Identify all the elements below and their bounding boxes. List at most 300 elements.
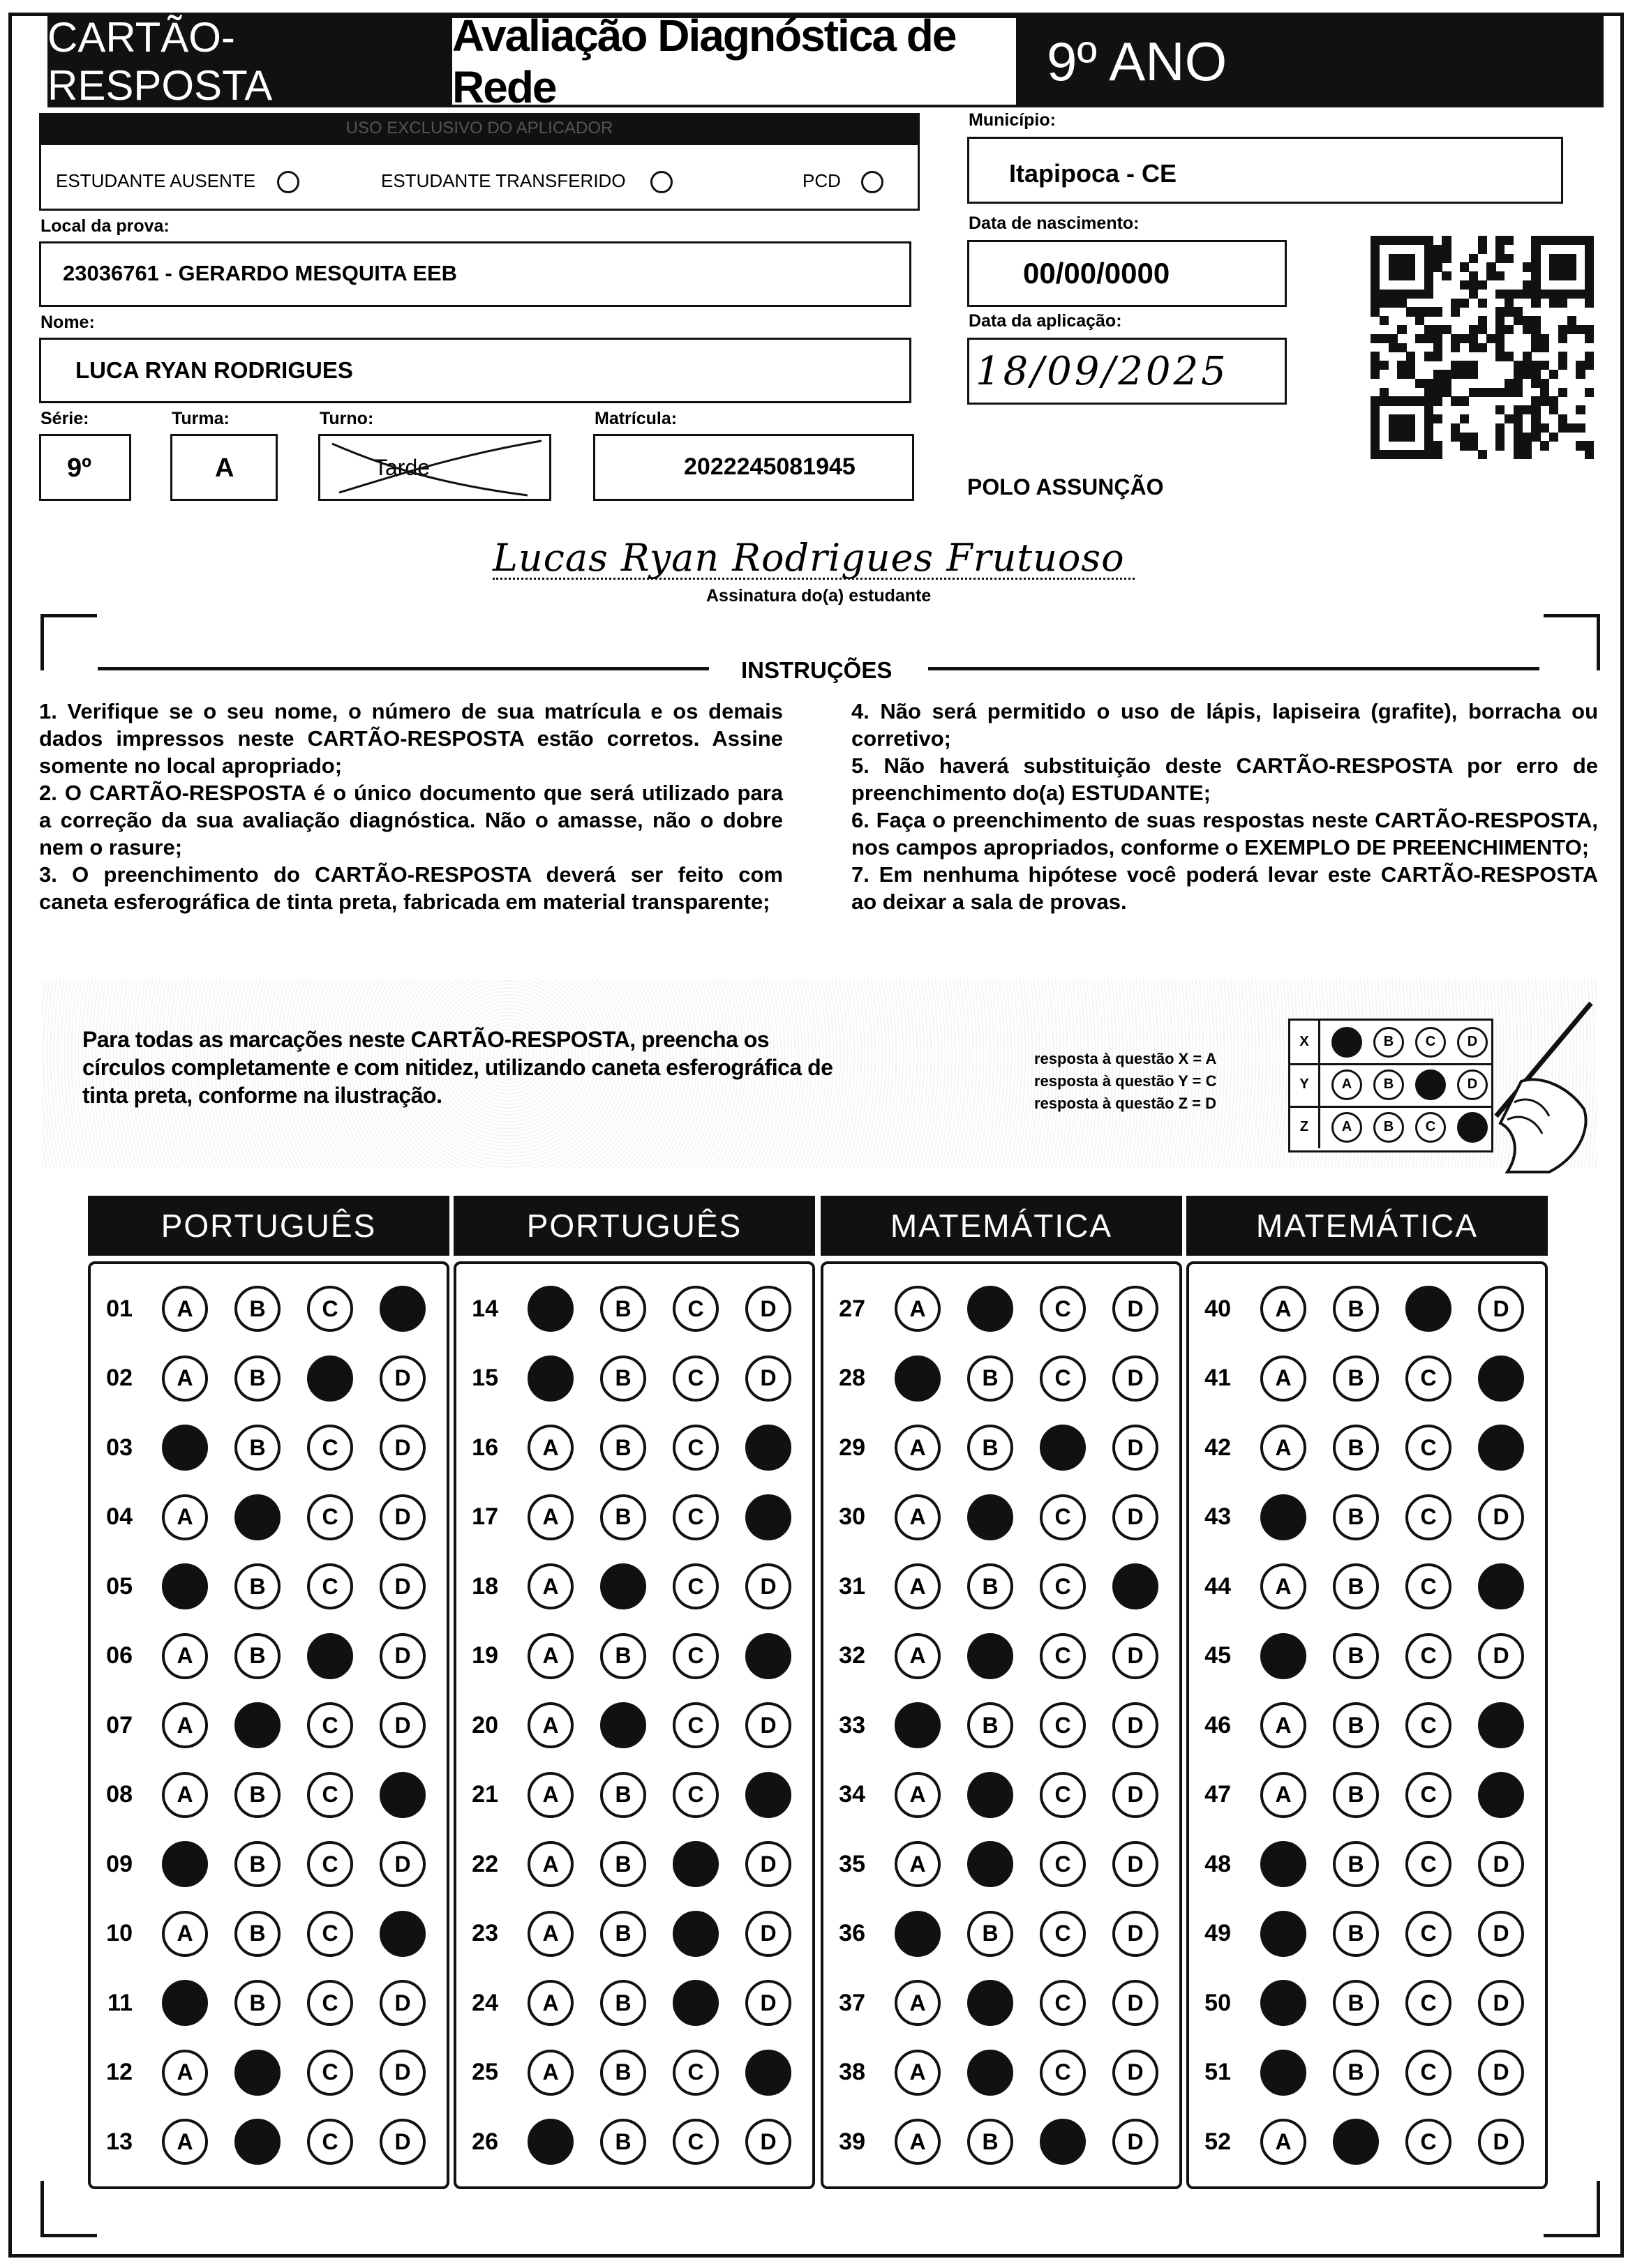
answer-bubble-a[interactable]: A [528, 2050, 574, 2096]
corner-top-left [40, 614, 97, 670]
answer-bubble-a[interactable]: A [162, 1286, 208, 1332]
qr-module [1389, 290, 1398, 299]
answer-bubble-c[interactable]: C [1040, 1911, 1086, 1957]
answer-bubble-a[interactable]: A [162, 2050, 208, 2096]
answer-bubble-a[interactable]: A [162, 1494, 208, 1540]
answer-bubble-d[interactable]: D [1112, 1286, 1158, 1332]
answer-bubble-c[interactable]: C [1040, 1772, 1086, 1818]
qr-module [1567, 254, 1576, 263]
answer-bubble-c[interactable]: C [1040, 1563, 1086, 1609]
answer-bubble-b[interactable]: B [1333, 1355, 1379, 1402]
question-row [91, 2045, 426, 2101]
qr-module [1523, 316, 1532, 325]
answer-bubble-a[interactable]: A [162, 1702, 208, 1748]
answer-bubble-b[interactable]: B [1333, 1702, 1379, 1748]
answer-bubble-d[interactable]: D [380, 2050, 426, 2096]
answer-bubble-b[interactable]: B [600, 2050, 646, 2096]
answer-bubble-d[interactable] [745, 1772, 791, 1818]
qr-module [1531, 361, 1540, 370]
answer-bubble-a[interactable]: A [1260, 2119, 1306, 2165]
qr-module [1442, 325, 1451, 334]
pcd-checkbox[interactable] [861, 171, 883, 193]
question-row [1189, 1906, 1524, 1962]
answer-bubble-a[interactable] [1260, 1494, 1306, 1540]
qr-module [1478, 450, 1487, 459]
answer-bubble-a[interactable]: A [528, 1494, 574, 1540]
answer-bubble-c[interactable]: C [1040, 1494, 1086, 1540]
answer-bubble-d[interactable]: D [1478, 1980, 1524, 2026]
answer-bubble-b[interactable]: B [967, 1911, 1013, 1957]
answer-bubble-a[interactable] [162, 1563, 208, 1609]
answer-bubble-d[interactable] [745, 1633, 791, 1679]
answer-bubble-c[interactable]: C [1040, 1702, 1086, 1748]
answer-bubble-b[interactable] [234, 2050, 281, 2096]
answer-bubble-d[interactable]: D [380, 1633, 426, 1679]
answer-bubble-b[interactable]: B [234, 1980, 281, 2026]
answer-bubble-b[interactable]: B [1333, 1841, 1379, 1887]
answer-bubble-d[interactable]: D [745, 2119, 791, 2165]
answer-bubble-d[interactable]: D [1112, 1772, 1158, 1818]
qr-module [1397, 299, 1406, 308]
answer-bubble-c[interactable]: C [1405, 1425, 1451, 1471]
answer-bubble-b[interactable]: B [967, 1702, 1013, 1748]
qr-module [1478, 236, 1487, 245]
question-row [91, 1906, 426, 1962]
example-legend [1034, 1048, 1216, 1115]
answer-bubble-b[interactable]: B [600, 2119, 646, 2165]
answer-bubble-d[interactable]: D [1478, 1911, 1524, 1957]
answer-bubble-c[interactable]: C [307, 1563, 353, 1609]
answer-bubble-a[interactable]: A [528, 1563, 574, 1609]
answer-bubble-c[interactable] [1040, 1425, 1086, 1471]
estudante-transferido-checkbox[interactable] [650, 171, 673, 193]
qr-module [1397, 271, 1406, 280]
answer-bubble-c[interactable]: C [307, 1911, 353, 1957]
qr-module [1424, 254, 1433, 263]
turma-value: A [215, 453, 234, 483]
answer-bubble-a[interactable]: A [895, 1841, 941, 1887]
qr-module [1433, 245, 1442, 254]
answer-bubble-d[interactable]: D [380, 1702, 426, 1748]
answer-bubble-b[interactable]: B [967, 1563, 1013, 1609]
answer-bubble-b[interactable] [967, 1286, 1013, 1332]
answer-bubble-b[interactable]: B [600, 1286, 646, 1332]
answer-bubble-c[interactable]: C [307, 1286, 353, 1332]
qr-module [1460, 299, 1469, 308]
answer-bubble-d[interactable]: D [1478, 2050, 1524, 2096]
answer-bubble-b[interactable] [967, 1494, 1013, 1540]
answer-bubble-b[interactable]: B [600, 1633, 646, 1679]
question-row [91, 1281, 426, 1337]
answer-bubble-b[interactable]: B [1333, 1772, 1379, 1818]
answer-bubble-b[interactable]: B [234, 1425, 281, 1471]
answer-bubble-c[interactable]: C [673, 1286, 719, 1332]
qr-module [1469, 343, 1478, 352]
qr-module [1549, 290, 1558, 299]
answer-bubble-b[interactable]: B [234, 1563, 281, 1609]
qr-module [1585, 441, 1594, 450]
answer-bubble-c[interactable]: C [307, 1494, 353, 1540]
answer-bubble-a[interactable]: A [162, 1772, 208, 1818]
answer-bubble-a[interactable] [162, 1425, 208, 1471]
answer-bubble-b[interactable] [967, 1772, 1013, 1818]
answer-bubble-c[interactable]: C [1405, 1702, 1451, 1748]
answer-bubble-c[interactable]: C [673, 1425, 719, 1471]
answer-bubble-c[interactable]: C [673, 1355, 719, 1402]
estudante-ausente-option[interactable] [56, 170, 299, 193]
answer-bubble-b[interactable]: B [600, 1772, 646, 1818]
answer-bubble-d[interactable] [380, 1286, 426, 1332]
answer-bubble-b[interactable]: B [234, 1355, 281, 1402]
question-row [823, 2045, 1158, 2101]
qr-module [1415, 450, 1424, 459]
answer-bubble-c[interactable]: C [1405, 2050, 1451, 2096]
qr-module [1478, 388, 1487, 397]
answer-bubble-b[interactable]: B [600, 1494, 646, 1540]
qr-module [1469, 290, 1478, 299]
answer-bubble-a[interactable]: A [162, 1355, 208, 1402]
answer-bubble-d[interactable]: D [380, 1425, 426, 1471]
answer-bubble-c[interactable]: C [1405, 1494, 1451, 1540]
question-row [823, 1420, 1158, 1475]
local-label: Local da prova: [40, 216, 170, 236]
question-row [456, 1697, 791, 1753]
answer-bubble-d[interactable]: D [380, 1563, 426, 1609]
qr-module [1371, 334, 1380, 343]
instructions-rule-left [98, 667, 709, 670]
example-row-label: X [1290, 1021, 1320, 1063]
answer-bubble-b[interactable]: B [1333, 1563, 1379, 1609]
qr-module [1585, 450, 1594, 459]
qr-module [1558, 254, 1567, 263]
answer-bubble-d[interactable]: D [745, 1702, 791, 1748]
answer-bubble-d[interactable]: D [745, 1286, 791, 1332]
section-title: PORTUGUÊS [454, 1196, 815, 1256]
answer-bubble-a[interactable]: A [895, 1772, 941, 1818]
answer-bubble-d[interactable] [1112, 1563, 1158, 1609]
question-row [1189, 1281, 1524, 1337]
answer-bubble-d[interactable]: D [745, 1841, 791, 1887]
qr-module [1531, 271, 1540, 280]
qr-module [1495, 433, 1505, 442]
answer-bubble-d[interactable]: D [380, 1355, 426, 1402]
answer-bubble-c[interactable]: C [1405, 1563, 1451, 1609]
answer-bubble-a[interactable]: A [1260, 1286, 1306, 1332]
answer-bubble-d[interactable]: D [745, 1911, 791, 1957]
answer-bubble-d[interactable]: D [1112, 1841, 1158, 1887]
answer-bubble-c[interactable] [673, 1841, 719, 1887]
question-row [823, 1697, 1158, 1753]
answer-bubble-b[interactable]: B [1333, 1633, 1379, 1679]
answer-bubble-d[interactable]: D [380, 1980, 426, 2026]
question-number: 06 [106, 1642, 133, 1669]
answer-bubble-b[interactable] [600, 1702, 646, 1748]
question-number: 13 [106, 2128, 133, 2155]
answer-bubble-d[interactable]: D [745, 1355, 791, 1402]
answer-bubble-d[interactable] [1478, 1772, 1524, 1818]
pcd-option[interactable] [802, 170, 883, 193]
qr-module [1380, 236, 1389, 245]
qr-code-icon [1371, 236, 1594, 459]
answer-bubble-d[interactable]: D [1112, 1355, 1158, 1402]
answer-bubble-b[interactable]: B [967, 2119, 1013, 2165]
qr-module [1540, 388, 1549, 397]
answer-bubble-c[interactable]: C [1405, 1980, 1451, 2026]
answer-bubble-a[interactable] [1260, 1841, 1306, 1887]
answer-bubble-d[interactable]: D [380, 1841, 426, 1887]
answer-bubble-a[interactable]: A [895, 1563, 941, 1609]
answer-bubble-b[interactable]: B [967, 1425, 1013, 1471]
answer-bubble-c[interactable] [673, 1980, 719, 2026]
answer-bubble-c[interactable]: C [1405, 1841, 1451, 1887]
answer-bubble-b[interactable]: B [600, 1841, 646, 1887]
answer-bubble-d[interactable]: D [1112, 1425, 1158, 1471]
answer-bubble-a[interactable]: A [162, 2119, 208, 2165]
qr-module [1424, 396, 1433, 405]
answer-bubble-b[interactable]: B [1333, 1494, 1379, 1540]
answer-bubble-d[interactable]: D [745, 1980, 791, 2026]
answer-bubble-a[interactable]: A [528, 1772, 574, 1818]
answer-bubble-d[interactable] [380, 1911, 426, 1957]
answer-bubble-c[interactable]: C [673, 2050, 719, 2096]
answer-bubble-a[interactable]: A [528, 1425, 574, 1471]
answer-bubble-c[interactable]: C [1040, 1286, 1086, 1332]
answer-bubble-b[interactable]: B [600, 1980, 646, 2026]
question-row [456, 2114, 791, 2170]
answer-bubble-a[interactable] [528, 1355, 574, 1402]
answer-bubble-a[interactable]: A [528, 1980, 574, 2026]
answer-bubble-b[interactable] [600, 1563, 646, 1609]
qr-module [1406, 396, 1415, 405]
answer-bubble-b[interactable] [967, 1841, 1013, 1887]
answer-bubble-a[interactable] [528, 2119, 574, 2165]
answer-bubble-a[interactable] [1260, 1980, 1306, 2026]
answer-bubble-b[interactable]: B [1333, 1286, 1379, 1332]
qr-module [1424, 450, 1433, 459]
qr-module [1505, 254, 1514, 263]
answer-bubble-a[interactable] [1260, 1633, 1306, 1679]
answer-bubble-d[interactable]: D [380, 2119, 426, 2165]
answer-bubble-a[interactable] [1260, 1911, 1306, 1957]
answer-bubble-c[interactable]: C [307, 1841, 353, 1887]
answer-bubble-d[interactable]: D [1478, 2119, 1524, 2165]
answer-bubble-a[interactable] [162, 1841, 208, 1887]
qr-module [1460, 414, 1469, 423]
qr-module [1371, 236, 1380, 245]
answer-bubble-b[interactable]: B [234, 1911, 281, 1957]
answer-bubble-b[interactable] [234, 1494, 281, 1540]
answer-bubble-d[interactable]: D [745, 1563, 791, 1609]
answer-bubble-b[interactable]: B [967, 1355, 1013, 1402]
estudante-ausente-checkbox[interactable] [277, 171, 299, 193]
qr-module [1567, 290, 1576, 299]
answer-bubble-c[interactable]: C [1040, 1980, 1086, 2026]
answer-bubble-a[interactable]: A [895, 1425, 941, 1471]
answer-bubble-d[interactable]: D [1112, 1702, 1158, 1748]
estudante-ausente-label: ESTUDANTE AUSENTE [56, 170, 256, 191]
answer-bubble-c[interactable] [1405, 1286, 1451, 1332]
answer-bubble-c[interactable]: C [673, 1633, 719, 1679]
answer-bubble-d[interactable]: D [1112, 1633, 1158, 1679]
answer-bubble-d[interactable] [745, 1494, 791, 1540]
answer-bubble-a[interactable]: A [1260, 1772, 1306, 1818]
qr-module [1523, 280, 1532, 290]
example-bubble-b: B [1373, 1112, 1404, 1143]
qr-module [1460, 334, 1469, 343]
answer-bubble-c[interactable]: C [673, 2119, 719, 2165]
answer-bubble-a[interactable]: A [528, 1702, 574, 1748]
answer-bubble-a[interactable]: A [895, 1633, 941, 1679]
answer-bubble-c[interactable] [307, 1633, 353, 1679]
answer-bubble-d[interactable] [745, 2050, 791, 2096]
answer-bubble-b[interactable]: B [1333, 2050, 1379, 2096]
answer-bubble-d[interactable]: D [1478, 1494, 1524, 1540]
answer-bubble-d[interactable]: D [1478, 1633, 1524, 1679]
answer-bubble-c[interactable]: C [307, 1425, 353, 1471]
answer-bubble-c[interactable]: C [1040, 1633, 1086, 1679]
answer-bubble-b[interactable]: B [600, 1911, 646, 1957]
qr-module [1523, 361, 1532, 370]
qr-module [1531, 316, 1540, 325]
answer-bubble-b[interactable]: B [600, 1425, 646, 1471]
answer-bubble-d[interactable] [1478, 1425, 1524, 1471]
question-row [456, 1281, 791, 1337]
answer-bubble-c[interactable]: C [307, 2050, 353, 2096]
answer-bubble-c[interactable] [673, 1911, 719, 1957]
question-row [91, 1351, 426, 1406]
answer-bubble-a[interactable]: A [1260, 1425, 1306, 1471]
answer-bubble-b[interactable]: B [1333, 1425, 1379, 1471]
answer-bubble-d[interactable]: D [1112, 1980, 1158, 2026]
answer-bubble-d[interactable]: D [1112, 1494, 1158, 1540]
answer-bubble-a[interactable]: A [1260, 1355, 1306, 1402]
answer-bubble-a[interactable] [895, 1911, 941, 1957]
answer-bubble-d[interactable] [745, 1425, 791, 1471]
answer-bubble-a[interactable]: A [895, 1494, 941, 1540]
question-row [823, 2114, 1158, 2170]
answer-bubble-b[interactable]: B [1333, 1911, 1379, 1957]
answer-bubble-c[interactable]: C [1405, 1772, 1451, 1818]
answer-bubble-c[interactable]: C [673, 1702, 719, 1748]
answer-bubble-d[interactable] [1478, 1702, 1524, 1748]
qr-module [1549, 271, 1558, 280]
answer-bubble-c[interactable]: C [673, 1772, 719, 1818]
answer-bubble-c[interactable]: C [1405, 1911, 1451, 1957]
qr-module [1389, 343, 1398, 352]
qr-module [1415, 236, 1424, 245]
answer-bubble-a[interactable]: A [528, 1841, 574, 1887]
answer-bubble-b[interactable]: B [234, 1633, 281, 1679]
answer-bubble-c[interactable]: C [307, 2119, 353, 2165]
answer-bubble-d[interactable]: D [1478, 1286, 1524, 1332]
qr-module [1389, 334, 1398, 343]
qr-module [1424, 414, 1433, 423]
answer-bubble-b[interactable]: B [600, 1355, 646, 1402]
answer-bubble-d[interactable] [1478, 1563, 1524, 1609]
answer-bubble-b[interactable] [234, 2119, 281, 2165]
qr-module [1406, 370, 1415, 379]
qr-module [1540, 236, 1549, 245]
qr-module [1514, 307, 1523, 316]
answer-bubble-a[interactable]: A [1260, 1702, 1306, 1748]
answer-bubble-c[interactable]: C [1040, 1841, 1086, 1887]
estudante-transferido-option[interactable] [381, 170, 673, 193]
answer-bubble-b[interactable] [967, 1980, 1013, 2026]
answer-bubble-a[interactable]: A [895, 2050, 941, 2096]
answer-bubble-d[interactable]: D [380, 1494, 426, 1540]
answer-bubble-a[interactable] [895, 1355, 941, 1402]
pcd-label: PCD [802, 170, 841, 191]
qr-module [1380, 299, 1389, 308]
qr-module [1585, 236, 1594, 245]
qr-module [1531, 325, 1540, 334]
answer-bubble-a[interactable]: A [895, 1286, 941, 1332]
answer-bubble-d[interactable]: D [1478, 1841, 1524, 1887]
answer-bubble-c[interactable]: C [1405, 1633, 1451, 1679]
answer-bubble-d[interactable]: D [1112, 2119, 1158, 2165]
answer-bubble-c[interactable]: C [307, 1702, 353, 1748]
answer-bubble-c[interactable]: C [307, 1980, 353, 2026]
answer-bubble-b[interactable]: B [1333, 1980, 1379, 2026]
answer-bubble-b[interactable]: B [234, 1772, 281, 1818]
answer-bubble-c[interactable] [1040, 2119, 1086, 2165]
qr-module [1433, 352, 1442, 361]
answer-bubble-b[interactable]: B [234, 1286, 281, 1332]
answer-bubble-c[interactable]: C [1040, 2050, 1086, 2096]
answer-bubble-c[interactable]: C [673, 1563, 719, 1609]
answer-bubble-a[interactable] [895, 1702, 941, 1748]
qr-module [1585, 352, 1594, 361]
qr-module [1540, 441, 1549, 450]
answer-bubble-c[interactable]: C [673, 1494, 719, 1540]
qr-module [1576, 325, 1585, 334]
answer-bubble-b[interactable] [234, 1702, 281, 1748]
answer-bubble-c[interactable]: C [1040, 1355, 1086, 1402]
answer-bubble-d[interactable] [1478, 1355, 1524, 1402]
answer-bubble-a[interactable] [162, 1980, 208, 2026]
question-number: 36 [839, 1920, 865, 1946]
answer-bubble-a[interactable]: A [895, 1980, 941, 2026]
answer-bubble-b[interactable] [967, 1633, 1013, 1679]
answer-bubble-a[interactable]: A [162, 1911, 208, 1957]
answer-bubble-a[interactable]: A [162, 1633, 208, 1679]
question-row [1189, 1836, 1524, 1892]
answer-bubble-a[interactable] [1260, 2050, 1306, 2096]
qr-module [1406, 352, 1415, 361]
qr-module [1389, 414, 1398, 423]
answer-bubble-d[interactable]: D [1112, 2050, 1158, 2096]
qr-module [1495, 245, 1505, 254]
answer-bubble-d[interactable] [380, 1772, 426, 1818]
qr-module [1460, 370, 1469, 379]
answer-bubble-a[interactable] [528, 1286, 574, 1332]
answer-bubble-b[interactable] [1333, 2119, 1379, 2165]
answer-bubble-a[interactable]: A [528, 1633, 574, 1679]
answer-bubble-a[interactable]: A [528, 1911, 574, 1957]
answer-bubble-c[interactable] [307, 1355, 353, 1402]
answer-bubble-c[interactable]: C [1405, 2119, 1451, 2165]
answer-bubble-a[interactable]: A [895, 2119, 941, 2165]
answer-bubble-a[interactable]: A [1260, 1563, 1306, 1609]
answer-bubble-c[interactable]: C [1405, 1355, 1451, 1402]
qr-module [1371, 396, 1380, 405]
qr-module [1514, 388, 1523, 397]
answer-bubble-d[interactable]: D [1112, 1911, 1158, 1957]
answer-bubble-c[interactable]: C [307, 1772, 353, 1818]
answer-bubble-b[interactable] [967, 2050, 1013, 2096]
answer-bubble-b[interactable]: B [234, 1841, 281, 1887]
instruction-6: 6. Faça o preenchimento de suas respostas neste CARTÃO-RESPOSTA, nos campos apropriados, conforme o EXEMPLO DE PREENCHIMENTO; [851, 808, 1598, 859]
